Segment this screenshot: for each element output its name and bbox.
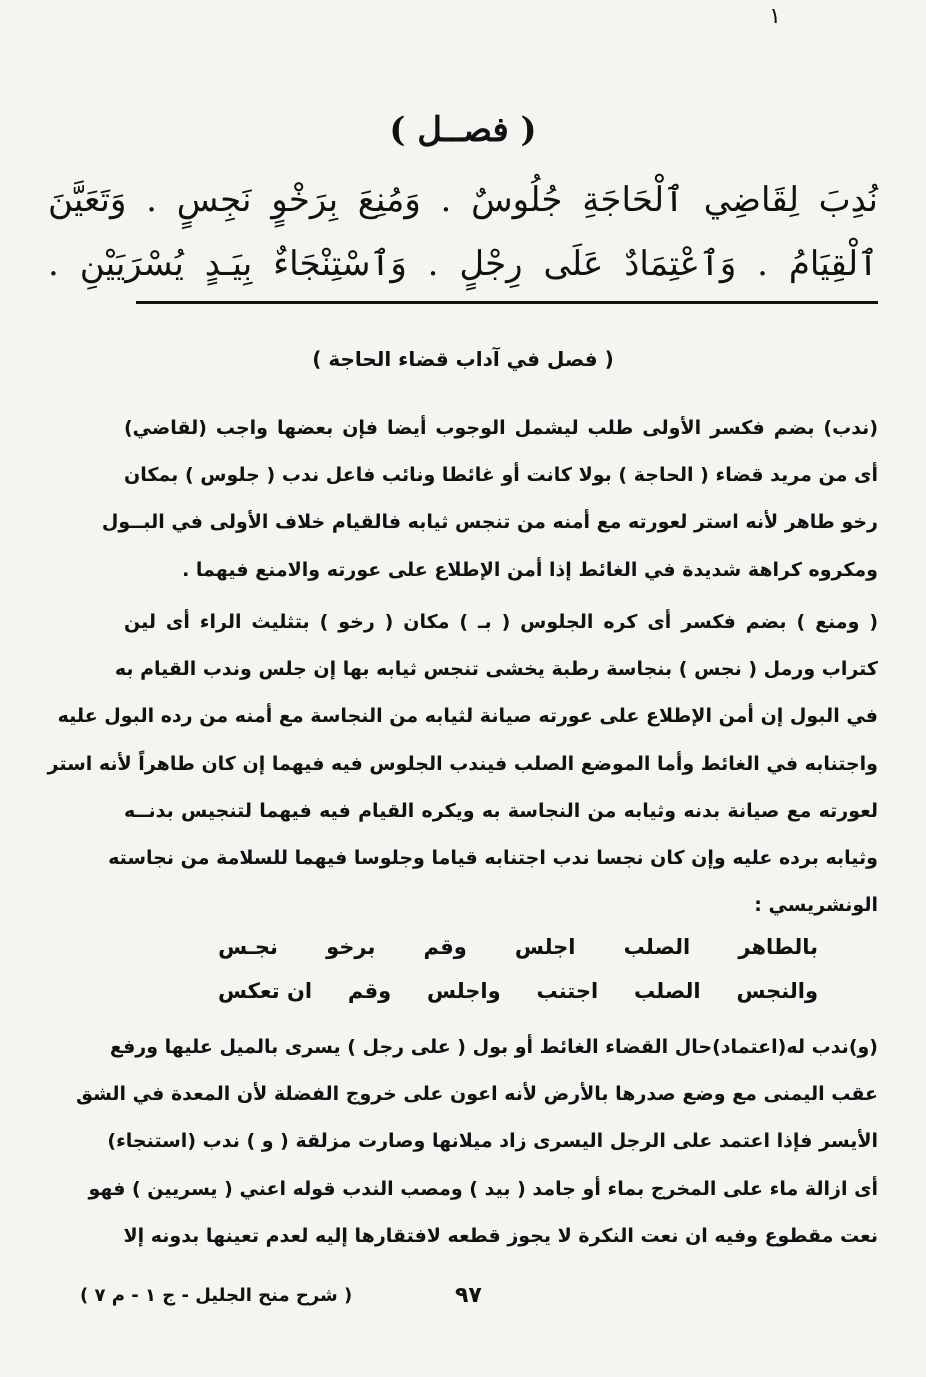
text-line: أى من مريد قضاء ( الحاجة ) بولا كانت أو غائطا ونائب فاعل ندب ( جلوس ) بمكان [124,464,878,487]
paragraph-1 [101,405,878,594]
verse-line [218,925,818,969]
matn-text [48,168,878,296]
text-line: ومكروه كراهة شديدة في الغائط إذا أمن الإطلاع على عورته والامنع فيهما . [182,558,878,581]
text-line: رخو طاهر لأنه استر لعورته مع أمنه من تنجس ثيابه فالقيام خلاف الأولى في البــول [101,511,878,534]
verse-line [218,969,818,1013]
text-line: ( ومنع ) بضم فكسر أى كره الجلوس ( بـ ) مكان ( رخو ) بتثليث الراء أى لين [124,611,878,633]
text-line: الأيسر فإذا اعتمد على الرجل اليسرى زاد ميلانها وصارت مزلقة ( و ) ندب (استنجاء) [107,1130,878,1153]
text-line: نعت مقطوع وفيه ان نعت النكرة لا يجوز قطعه لافتقارها إليه لعدم تعينها بدونه إلا [123,1224,878,1247]
verse-word: ان تعكس [218,979,313,1003]
verse-word: واجلس [427,979,501,1003]
text-line: في البول إن أمن الإطلاع على عورته صيانة لثيابه من النجاسة مع أمنه من رده البول عليه [57,705,878,728]
text-line: (و)ندب له(اعتماد)حال القضاء الغائط أو بول ( على رجل ) يسرى بالميل عليها ورفع [109,1036,878,1058]
text-line: عقب اليمنى مع وضع صدرها بالأرض لأنه اعون على خروج الفضلة لأن المعدة في الشق [75,1083,878,1106]
horizontal-rule [136,301,878,304]
verse-block [218,925,818,1013]
text-line: لعورته مع صيانة بدنه وثيابه من النجاسة به ويكره القيام فيه فيهما لتنجيس بدنــه [124,799,878,822]
matn-line: ٱلْقِيَامُ . وَٱعْتِمَادٌ عَلَى رِجْلٍ . وَٱسْتِنْجَاءٌ بِيَـدٍ يُسْرَيَيْنِ . [48,244,878,284]
verse-word: اجتنب [536,979,599,1003]
verse-word: بالطاهر [738,935,818,959]
text-line: واجتنابه في الغائط وأما الموضع الصلب فيندب الجلوس فيه فيهما إن كان طاهراً لأنه استر [47,752,878,775]
verse-word: وقم [423,935,467,959]
section-title: ( فصل في آداب قضاء الحاجة ) [312,347,614,371]
text-line: كتراب ورمل ( نجس ) بنجاسة رطبة يخشى تنجس ثيابه بها إن جلس وندب القيام به [114,658,878,681]
page-number: ٩٧ [455,1283,482,1308]
verse-word: الصلب [634,979,701,1003]
verse-word: نجـس [218,935,278,959]
text-line: أى ازالة ماء على المخرج بماء أو جامد ( بيد ) ومصب الندب قوله اعني ( يسريين ) فهو [88,1177,878,1200]
verse-word: اجلس [514,935,576,959]
paragraph-3 [75,1024,878,1260]
verse-word: وقم [347,979,392,1003]
text-line: (ندب) بضم فكسر الأولى طلب ليشمل الوجوب أيضا فإن بعضها واجب (لقاضي) [124,417,878,439]
verse-word: والنجس [736,979,818,1003]
corner-mark: ١ [769,4,781,29]
chapter-heading: ( فصــل ) [389,110,537,150]
text-line: وثيابه برده عليه وإن كان نجسا ندب اجتنابه قياما وجلوسا فيهما للسلامة من نجاسته [108,846,878,869]
verse-word: برخو [326,935,376,959]
book-reference: ( شرح منح الجليل - ج ١ - م ٧ ) [80,1285,353,1306]
text-line: الونشريسي : [754,894,878,917]
paragraph-2 [47,599,878,929]
verse-word: الصلب [623,935,691,959]
page-footer [0,1283,926,1323]
matn-line: نُدِبَ لِقَاضِي ٱلْحَاجَةِ جُلُوسٌ . وَمُنِعَ بِرَخْوٍ نَجِسٍ . وَتَعَيَّنَ [48,180,878,220]
